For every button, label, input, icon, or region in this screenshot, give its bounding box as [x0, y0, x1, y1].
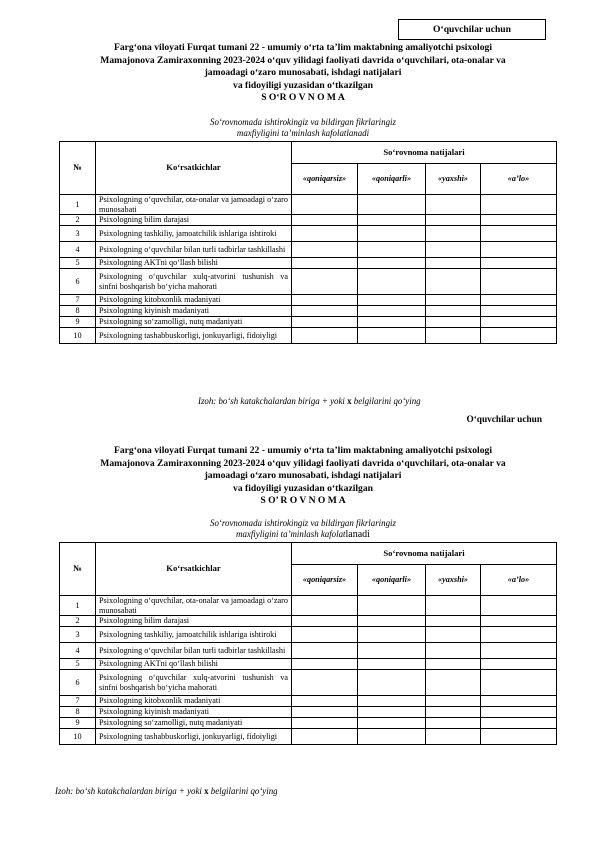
row-indicator: Psixologning so‘zamolligi, nutq madaniyati [96, 718, 292, 729]
header-number: № [60, 543, 96, 596]
rating-header: «yaxshi» [426, 565, 481, 596]
title-line: jamoadagi o‘zaro munosabati, ishdagi natijalari [204, 470, 402, 482]
rating-cell[interactable] [292, 707, 358, 718]
rating-cell[interactable] [481, 226, 557, 242]
rating-cell[interactable] [481, 317, 557, 328]
title-line: Mamajonova Zamiraxonning 2023-2024 o‘quv yilidagi faoliyati davrida o‘quvchilari, ota-onalar va [100, 54, 506, 66]
rating-cell[interactable] [481, 328, 557, 344]
row-indicator: Psixologning kitobxonlik madaniyati [96, 295, 292, 306]
title-line: va fidoyiligi yuzasidan o‘tkazilgan [233, 482, 373, 494]
footer-text: belgilarini qo‘ying [351, 396, 421, 406]
rating-cell[interactable] [426, 195, 481, 215]
rating-cell[interactable] [481, 707, 557, 718]
rating-cell[interactable] [426, 627, 481, 643]
note-line: So‘rovnomada ishtirokingiz va bildirgan fikrlaringiz [210, 518, 396, 528]
rating-cell[interactable] [292, 242, 358, 258]
title-line: Farg‘ona viloyati Furqat tumani 22 - umumiy o‘rta ta’lim maktabning amaliyotchi psixologi [114, 42, 492, 53]
rating-cell[interactable] [358, 242, 426, 258]
rating-cell[interactable] [481, 718, 557, 729]
survey-2-privacy-note [30, 518, 576, 541]
rating-cell[interactable] [292, 226, 358, 242]
rating-cell[interactable] [481, 596, 557, 616]
rating-cell[interactable] [481, 696, 557, 707]
rating-cell[interactable] [292, 215, 358, 226]
rating-cell[interactable] [426, 242, 481, 258]
row-indicator: Psixologning AKTni qo‘llash bilishi [96, 258, 292, 269]
row-indicator: Psixologning o‘quvchilar bilan turli tadbirlar tashkillashi [96, 242, 292, 258]
rating-cell[interactable] [358, 627, 426, 643]
table-row [60, 616, 557, 627]
rating-cell[interactable] [426, 729, 481, 745]
rating-cell[interactable] [292, 195, 358, 215]
rating-cell[interactable] [358, 596, 426, 616]
table-row [60, 195, 557, 215]
rating-cell[interactable] [426, 269, 481, 295]
rating-cell[interactable] [358, 616, 426, 627]
survey-1-table [59, 141, 557, 344]
rating-cell[interactable] [481, 627, 557, 643]
row-number: 7 [60, 696, 96, 707]
footer-text: Izoh: bo‘sh katakchalardan biriga + yoki [198, 396, 348, 406]
row-indicator: Psixologning o‘quvchilar, ota-onalar va jamoadagi o‘zaro munosabati [96, 596, 292, 616]
row-number: 10 [60, 328, 96, 344]
row-indicator: Psixologning o‘quvchilar, ota-onalar va jamoadagi o‘zaro munosabati [96, 195, 292, 215]
table-row [60, 707, 557, 718]
rating-cell[interactable] [481, 295, 557, 306]
row-number: 4 [60, 242, 96, 258]
note-tail: lanadi [345, 528, 370, 540]
row-number: 6 [60, 269, 96, 295]
table-row [60, 729, 557, 745]
row-number: 5 [60, 258, 96, 269]
rating-cell[interactable] [426, 306, 481, 317]
audience-label-box: O‘quvchilar uchun [398, 19, 546, 40]
rating-cell[interactable] [426, 328, 481, 344]
table-row [60, 295, 557, 306]
row-indicator: Psixologning bilim darajasi [96, 616, 292, 627]
survey-word: S O‘R O V N O M A [261, 92, 345, 104]
title-line: jamoadagi o‘zaro munosabati, ishdagi natijalari [204, 67, 402, 79]
rating-cell[interactable] [426, 707, 481, 718]
row-indicator: Psixologning tashkiliy, jamoatchilik ishlariga ishtiroki [96, 226, 292, 242]
note-text: maxfiyligini ta’minlash kafolat [236, 528, 346, 539]
table-row [60, 596, 557, 616]
row-number: 10 [60, 729, 96, 745]
rating-header: «yaxshi» [426, 164, 481, 195]
row-number: 8 [60, 306, 96, 317]
rating-cell[interactable] [358, 226, 426, 242]
row-number: 9 [60, 317, 96, 328]
rating-cell[interactable] [481, 258, 557, 269]
title-line: va fidoyiligi yuzasidan o‘tkazilgan [233, 79, 373, 91]
rating-cell[interactable] [426, 295, 481, 306]
rating-header: «qoniqarsiz» [292, 565, 358, 596]
footer-mark: x [347, 396, 352, 406]
header-number: № [60, 142, 96, 195]
header-indicators: Ko‘rsatkichlar [96, 543, 292, 596]
header-results: So‘rovnoma natijalari [292, 142, 557, 164]
row-indicator: Psixologning tashabbuskorligi, jonkuyarligi, fidoiyligi [96, 328, 292, 344]
rating-cell[interactable] [426, 718, 481, 729]
table-row [60, 328, 557, 344]
row-indicator: Psixologning tashabbuskorligi, jonkuyarligi, fidoiyligi [96, 729, 292, 745]
rating-header: «qoniqarsiz» [292, 164, 358, 195]
rating-cell[interactable] [292, 718, 358, 729]
rating-cell[interactable] [358, 269, 426, 295]
row-number: 2 [60, 616, 96, 627]
rating-cell[interactable] [481, 616, 557, 627]
rating-cell[interactable] [292, 269, 358, 295]
rating-cell[interactable] [481, 643, 557, 659]
row-indicator: Psixologning bilim darajasi [96, 215, 292, 226]
audience-label: O‘quvchilar uchun [466, 415, 542, 425]
row-indicator: Psixologning AKTni qo‘llash bilishi [96, 659, 292, 670]
rating-cell[interactable] [426, 317, 481, 328]
row-indicator: Psixologning o‘quvchilar xulq-atvorini tushunish va sinfni boshqarish bo‘yicha mahorati [96, 670, 292, 696]
rating-cell[interactable] [358, 707, 426, 718]
rating-cell[interactable] [426, 670, 481, 696]
row-indicator: Psixologning kiyinish madaniyati [96, 306, 292, 317]
row-number: 7 [60, 295, 96, 306]
rating-cell[interactable] [292, 670, 358, 696]
rating-cell[interactable] [481, 306, 557, 317]
row-indicator: Psixologning o‘quvchilar bilan turli tadbirlar tashkillashi [96, 643, 292, 659]
row-indicator: Psixologning o‘quvchilar xulq-atvorini tushunish va sinfni boshqarish bo‘yicha mahorati [96, 269, 292, 295]
rating-cell[interactable] [481, 659, 557, 670]
rating-cell[interactable] [292, 328, 358, 344]
rating-cell[interactable] [358, 215, 426, 226]
rating-cell[interactable] [358, 696, 426, 707]
rating-cell[interactable] [481, 215, 557, 226]
row-indicator: Psixologning kitobxonlik madaniyati [96, 696, 292, 707]
rating-cell[interactable] [358, 729, 426, 745]
note-line: So‘rovnomada ishtirokingiz va bildirgan fikrlaringiz [210, 117, 396, 127]
rating-cell[interactable] [292, 729, 358, 745]
rating-cell[interactable] [358, 306, 426, 317]
rating-cell[interactable] [481, 195, 557, 215]
row-number: 3 [60, 627, 96, 643]
rating-cell[interactable] [481, 729, 557, 745]
table-row [60, 242, 557, 258]
rating-cell[interactable] [426, 215, 481, 226]
rating-header: «qoniqarli» [358, 565, 426, 596]
header-indicators: Ko‘rsatkichlar [96, 142, 292, 195]
table-row [60, 215, 557, 226]
survey-1-title [30, 42, 576, 105]
survey-1-footer-note [198, 396, 421, 406]
row-number: 2 [60, 215, 96, 226]
row-number: 5 [60, 659, 96, 670]
rating-cell[interactable] [292, 295, 358, 306]
survey-2-footer-note [55, 786, 278, 796]
table-row [60, 659, 557, 670]
rating-cell[interactable] [358, 659, 426, 670]
row-indicator: Psixologning tashkiliy, jamoatchilik ishlariga ishtiroki [96, 627, 292, 643]
row-number: 8 [60, 707, 96, 718]
row-indicator: Psixologning kiyinish madaniyati [96, 707, 292, 718]
table-row [60, 306, 557, 317]
rating-cell[interactable] [426, 659, 481, 670]
rating-cell[interactable] [358, 195, 426, 215]
rating-cell[interactable] [426, 226, 481, 242]
row-number: 4 [60, 643, 96, 659]
title-line: Farg‘ona viloyati Furqat tumani 22 - umumiy o‘rta ta’lim maktabning amaliyotchi psixologi [114, 445, 492, 456]
rating-cell[interactable] [426, 596, 481, 616]
footer-text: Izoh: bo‘sh katakchalardan biriga + yoki [55, 786, 205, 796]
rating-cell[interactable] [292, 643, 358, 659]
rating-cell[interactable] [426, 643, 481, 659]
rating-header: «qoniqarli» [358, 164, 426, 195]
rating-cell[interactable] [358, 328, 426, 344]
rating-cell[interactable] [292, 258, 358, 269]
rating-cell[interactable] [292, 616, 358, 627]
rating-cell[interactable] [292, 306, 358, 317]
row-indicator: Psixologning so‘zamolligi, nutq madaniyati [96, 317, 292, 328]
survey-2-title [30, 445, 576, 508]
row-number: 9 [60, 718, 96, 729]
rating-cell[interactable] [481, 269, 557, 295]
rating-cell[interactable] [292, 596, 358, 616]
survey-1-privacy-note [30, 117, 576, 139]
note-text: maxfiyligini ta’minlash kafolatlanadi [236, 127, 370, 138]
rating-cell[interactable] [358, 258, 426, 269]
table-row [60, 696, 557, 707]
table-row [60, 269, 557, 295]
note-line [30, 128, 576, 139]
rating-cell[interactable] [292, 627, 358, 643]
survey-2-table [59, 542, 557, 745]
rating-cell[interactable] [481, 242, 557, 258]
row-number: 1 [60, 195, 96, 215]
table-row [60, 258, 557, 269]
table-row [60, 643, 557, 659]
rating-cell[interactable] [358, 643, 426, 659]
rating-header: «a’lo» [481, 565, 557, 596]
rating-header: «a’lo» [481, 164, 557, 195]
rating-cell[interactable] [358, 718, 426, 729]
rating-cell[interactable] [426, 696, 481, 707]
row-number: 1 [60, 596, 96, 616]
footer-mark: x [204, 786, 209, 796]
rating-cell[interactable] [292, 659, 358, 670]
rating-cell[interactable] [358, 317, 426, 328]
header-results: So‘rovnoma natijalari [292, 543, 557, 565]
title-line: Mamajonova Zamiraxonning 2023-2024 o‘quv yilidagi faoliyati davrida o‘quvchilari, ota-onalar va [100, 457, 506, 469]
footer-text: belgilarini qo‘ying [208, 786, 278, 796]
note-line [30, 529, 576, 541]
row-number: 6 [60, 670, 96, 696]
rating-cell[interactable] [292, 696, 358, 707]
rating-cell[interactable] [358, 670, 426, 696]
survey-word: S O’ R O V N O M A [260, 495, 346, 507]
table-row [60, 718, 557, 729]
table-row [60, 317, 557, 328]
table-row [60, 627, 557, 643]
rating-cell[interactable] [292, 317, 358, 328]
row-number: 3 [60, 226, 96, 242]
rating-cell[interactable] [481, 670, 557, 696]
table-row [60, 670, 557, 696]
rating-cell[interactable] [426, 258, 481, 269]
table-row [60, 226, 557, 242]
rating-cell[interactable] [358, 295, 426, 306]
rating-cell[interactable] [426, 616, 481, 627]
